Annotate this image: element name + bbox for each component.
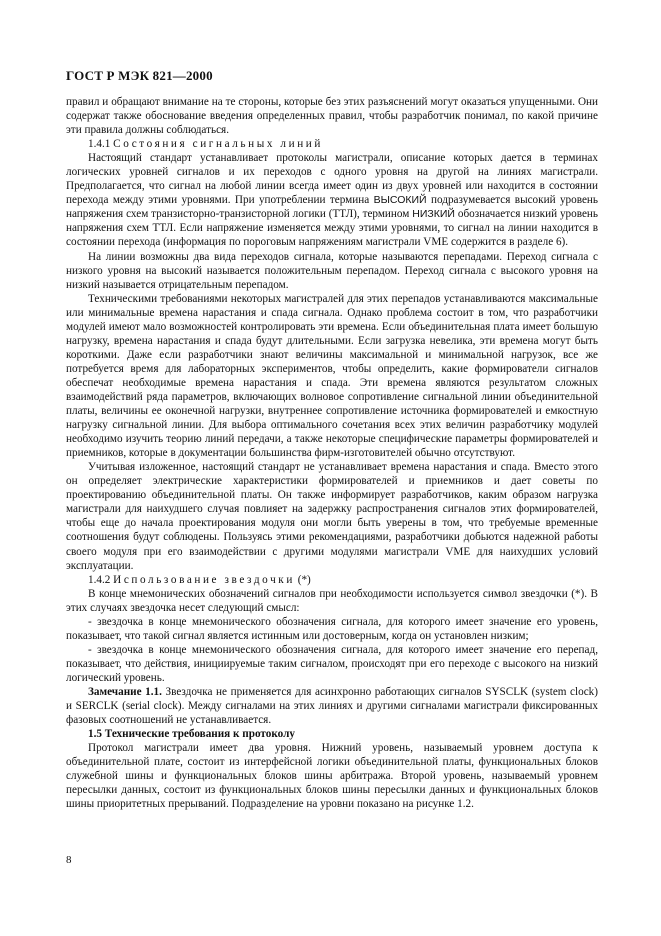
section-heading-1-4-2 bbox=[66, 573, 598, 587]
paragraph bbox=[66, 151, 598, 249]
page-number: 8 bbox=[66, 854, 72, 866]
section-title-suffix: (*) bbox=[297, 573, 311, 586]
paragraph: правил и обращают внимание на те стороны, которые без этих разъяснений могут оказаться упущенными. Они содержат также обоснование введения определенных правил, чтобы разработчик понимал, по какой причине эти правила должны соблюдаться. bbox=[66, 96, 598, 137]
term-high: ВЫСОКИЙ bbox=[373, 194, 427, 207]
paragraph: Протокол магистрали имеет два уровня. Нижний уровень, называемый уровнем доступа к объединительной плате, состоит из интерфейсной логики объединительной платы, функциональных блоков служебной шины и функциональных блоков шины арбитража. Второй уровень, называемый уровнем пересылки данных, состоит из функциональных блоков шины пересылки данных и функциональных блоков шины приоритетных прерываний. Подразделение на уровни показано на рисунке 1.2. bbox=[66, 742, 598, 811]
section-title: Использование звездочки bbox=[113, 573, 295, 586]
term-low: НИЗКИЙ bbox=[412, 208, 455, 221]
section-heading-1-5: 1.5 Технические требования к протоколу bbox=[88, 728, 295, 741]
body-text bbox=[66, 95, 598, 811]
paragraph: На линии возможны два вида переходов сигнала, которые называются перепадами. Переход сигнала с низкого уровня на высокий называется положительным перепадом. Переход сигнала с высокого уровня на низкий называется отрицательным перепадом. bbox=[66, 250, 598, 291]
list-item: - звездочка в конце мнемонического обозначения сигнала, для которого имеет значение его уровень, показывает, что такой сигнал является истинным или достоверным, когда он установлен низким; bbox=[66, 615, 598, 642]
note-label: Замечание 1.1. bbox=[88, 685, 162, 698]
paragraph-text: Настоящий стандарт устанавливает протоколы магистрали, описание которых дается в терминах логических уровней сигналов и их переходов с одного уровня на другой на линиях магистрали. Предполагается, что сигнал на любой линии всегда имеет один из двух уровней или находится в состоянии перехода между этими уровнями. При употреблении термина bbox=[66, 152, 598, 207]
paragraph-text: подразумевается высокий уровень напряжения схем транзисторно-транзисторной логики (ТТЛ), термином bbox=[66, 194, 599, 221]
note bbox=[66, 685, 598, 727]
list-item: - звездочка в конце мнемонического обозначения сигнала, для которого имеет значение его перепад, показывает, что действия, инициируемые таким сигналом, происходят при его переходе с высокого на низкий логический уровень. bbox=[66, 643, 598, 684]
paragraph-text: обозначается низкий уровень напряжения схем ТТЛ. Если напряжение изменяется между этими уровнями, то сигнал на линии находится в состоянии перехода (информация по пороговым напряжениям магистрали VME содержится в разделе 6). bbox=[66, 208, 599, 249]
note-text: Звездочка не применяется для асинхронно работающих сигналов SYSCLK (system clock) и SERCLK (serial clock). Между сигналами на этих линиях и другими сигналами магистрали фиксированных фазовых соотношений не устанавливается. bbox=[66, 685, 599, 727]
standard-header: ГОСТ Р МЭК 821—2000 bbox=[66, 68, 213, 83]
section-number: 1.4.1 bbox=[88, 138, 111, 151]
section-title: Состояния сигнальных линий bbox=[113, 138, 323, 151]
paragraph: Техническими требованиями некоторых магистралей для этих перепадов устанавливаются максимальные или минимальные времена нарастания и спада сигнала. Однако проблема состоит в том, что разработчики модулей имеют мало возможностей контролировать эти времена. Если объединительная плата имеет большую нагрузку, времена нарастания и спада будут длительными. Если загрузка невелика, эти времена могут быть короткими. Даже если разработчики знают величины максимальной и минимальной нагрузок, все же потребуется время для лабораторных экспериментов, чтобы определить, какие формирователи сигналов обеспечат необходимые времена нарастания и спада. Эти времена являются результатом сложных взаимодействий ряда параметров, включающих волновое сопротивление сигнальной линии объединительной платы, величины ее оконечной нагрузки, внутреннее сопротивление источника формирователей и емкостную нагрузку сигнальной линии. Для выбора оптимального сочетания всех этих величин разработчику модулей необходимо изучить теорию линий передачи, а также некоторые специфические параметры формирователей и приемников, которые в документации большинства фирм-изготовителей обычно отсутствуют. bbox=[66, 292, 598, 460]
paragraph: Учитывая изложенное, настоящий стандарт не устанавливает времена нарастания и спада. Вместо этого он определяет электрические характеристики формирователей и приемников и дает советы по проектированию объединительной платы. Он также информирует разработчиков, каким образом нагрузка магистрали для наихудшего случая повлияет на задержку распространения сигналов этих формирователей, чтобы еще до начала проектирования модуля они могли быть уверены в том, что требуемые временные соотношения будут соблюдены. Пользуясь этими рекомендациями, разработчики добьются надежной работы своего модуля при его взаимодействии с другими модулями магистрали VME для наихудших условий эксплуатации. bbox=[66, 461, 598, 572]
section-number: 1.4.2 bbox=[88, 573, 111, 586]
section-heading-1-4-1 bbox=[66, 137, 598, 151]
paragraph: В конце мнемонических обозначений сигналов при необходимости используется символ звездочки (*). В этих случаях звездочка несет следующий смысл: bbox=[66, 587, 598, 614]
